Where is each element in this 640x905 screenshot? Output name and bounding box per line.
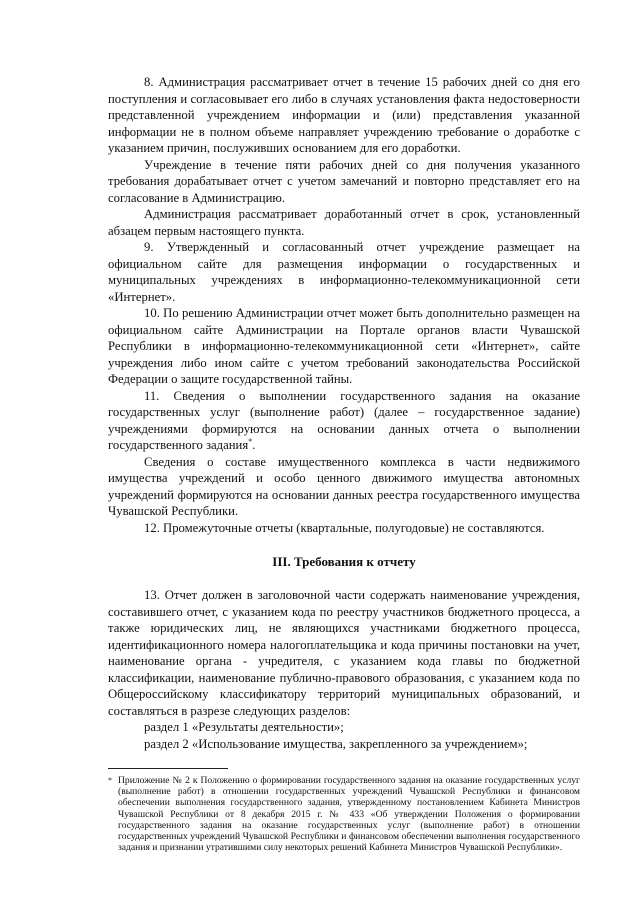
- section-heading: III. Требования к отчету: [272, 554, 416, 569]
- paragraph-8-resubmission: Учреждение в течение пяти рабочих дней со дня получения указанного требования дорабатывает отчет с учетом замечаний и повторно представляет его на согласование в Администрацию.: [108, 157, 580, 205]
- footnote-divider: [108, 768, 228, 769]
- footnote-reference[interactable]: *: [248, 436, 253, 446]
- paragraph-11-property: Сведения о составе имущественного комплекса в части недвижимого имущества учреждений и особо ценного движимого имущества автономных учреждений формируются на основании данных реестра государственного имущества Чувашской Республики.: [108, 454, 580, 518]
- footnote-text: Приложение № 2 к Положению о формировании государственного задания на оказание государственных услуг (выполнение работ) в отношении государственных учреждений Чувашской Республики и финансовом обеспечении выполнения государственного задания, утвержденному постановлением Кабинета Министров Чувашской Республики от 8 декабря 2015 г. № 433 «Об утверждении Положения о формировании государственного задания на оказание государственных услуг (выполнение работ) в отношении государственных учреждений Чувашской Республики и финансовом обеспечении выполнения государственного задания и признании утратившими силу некоторых решений Кабинета Министров Чувашской Республики».: [118, 775, 580, 854]
- paragraph-11: [108, 388, 580, 454]
- paragraph-8-review: Администрация рассматривает доработанный отчет в срок, установленный абзацем первым настоящего пункта.: [108, 207, 580, 238]
- paragraph-12: 12. Промежуточные отчеты (квартальные, полугодовые) не составляются.: [144, 520, 545, 535]
- paragraph-10: 10. По решению Администрации отчет может быть дополнительно размещен на официальном сайте Администрации на Портале органов власти Чувашской Республики в информационно-телекоммуникационной сети «Интернет», сайте учреждения либо ином сайте с учетом требований законодательства Российской Федерации о защите государственной тайны.: [108, 306, 580, 386]
- paragraph-9: 9. Утвержденный и согласованный отчет учреждение размещает на официальном сайте для размещения информации о государственных и муниципальных учреждениях в информационно-телекоммуникационной сети «Интернет».: [108, 240, 580, 304]
- paragraph-11-text: 11. Сведения о выполнении государственного задания на оказание государственных услуг (выполнение работ) (далее – государственное задание) учреждениями формируются на основании данных отчета о выполнении государственного задания: [108, 388, 580, 452]
- section-1-item: раздел 1 «Результаты деятельности»;: [144, 720, 344, 734]
- footnote: [108, 775, 580, 853]
- section-2-item: раздел 2 «Использование имущества, закрепленного за учреждением»;: [144, 736, 528, 751]
- paragraph-13: 13. Отчет должен в заголовочной части содержать наименование учреждения, составившего отчет, с указанием кода по реестру участников бюджетного процесса, а также юридических лиц, не являющихся участниками бюджетного процесса, идентификационного номера налогоплательщика и кода причины постановки на учет, наименование органа - учредителя, с указанием кода главы по бюджетной классификации, наименование публично-правового образования, с указанием кода по Общероссийскому классификатору территорий муниципальных образований, и составляться в разрезе следующих разделов:: [108, 588, 580, 718]
- footnote-mark: *: [108, 776, 112, 785]
- paragraph-11-end: .: [252, 438, 256, 452]
- paragraph-8: 8. Администрация рассматривает отчет в течение 15 рабочих дней со дня его поступления и согласовывает его либо в случаях установления факта недостоверности представленной учреждением информации и (или) представления указанной информации не в полном объеме направляет учреждению требование о доработке с указанием причин, послуживших основанием для его доработки.: [108, 75, 580, 155]
